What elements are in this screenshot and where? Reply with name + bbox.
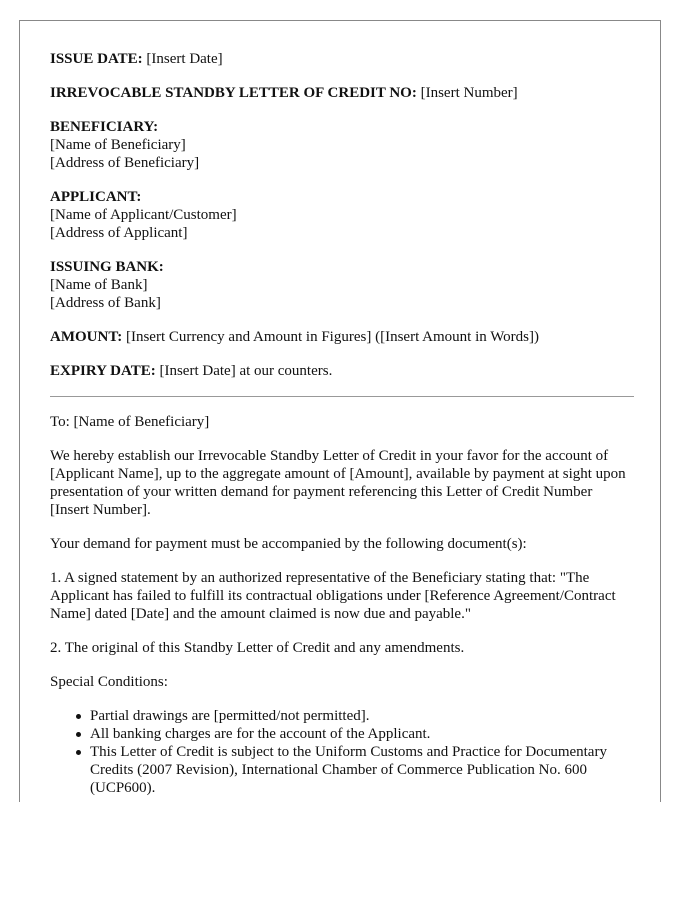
document-requirement-1: 1. A signed statement by an authorized representative of the Beneficiary stating that: "The Applicant has failed to fulfill its contractual obligations under [Reference Agreement/Contract Name] dated [Date] and the amount claimed is now due and payable." xyxy=(50,570,616,622)
applicant-name: [Name of Applicant/Customer] xyxy=(50,207,237,223)
amount-value: [Insert Currency and Amount in Figures] ([Insert Amount in Words]) xyxy=(125,329,539,345)
beneficiary-block xyxy=(50,118,634,172)
applicant-label: APPLICANT: xyxy=(50,189,142,205)
list-item xyxy=(90,725,634,743)
issuing-bank-block xyxy=(50,258,634,312)
special-conditions-list xyxy=(50,707,634,797)
document-requirement-2: 2. The original of this Standby Letter of Credit and any amendments. xyxy=(50,640,465,656)
letter-page xyxy=(19,20,661,802)
expiry-date-label: EXPIRY DATE: xyxy=(50,363,156,379)
special-conditions-heading: Special Conditions: xyxy=(50,674,168,690)
issuing-bank-name: [Name of Bank] xyxy=(50,277,148,293)
section-divider xyxy=(50,396,634,397)
to-line: To: [Name of Beneficiary] xyxy=(50,414,210,430)
lc-number-label: IRREVOCABLE STANDBY LETTER OF CREDIT NO: xyxy=(50,85,417,101)
list-item xyxy=(90,743,634,797)
beneficiary-label: BENEFICIARY: xyxy=(50,119,159,135)
issuing-bank-address: [Address of Bank] xyxy=(50,295,161,311)
lc-number-value: [Insert Number] xyxy=(420,85,518,101)
condition-text: Partial drawings are [permitted/not permitted]. xyxy=(90,708,370,724)
bullet-icon xyxy=(76,714,81,719)
demand-intro: Your demand for payment must be accompanied by the following document(s): xyxy=(50,536,527,552)
lc-number-field xyxy=(50,84,634,102)
amount-label: AMOUNT: xyxy=(50,329,123,345)
expiry-date-value: [Insert Date] at our counters. xyxy=(159,363,333,379)
bullet-icon xyxy=(76,732,81,737)
applicant-block xyxy=(50,188,634,242)
beneficiary-name: [Name of Beneficiary] xyxy=(50,137,186,153)
issue-date-field xyxy=(50,50,634,68)
amount-field xyxy=(50,328,634,346)
issue-date-label: ISSUE DATE: xyxy=(50,51,143,67)
establish-paragraph: We hereby establish our Irrevocable Standby Letter of Credit in your favor for the account of [Applicant Name], up to the aggregate amount of [Amount], available by payment at sight upon presentation of your written demand for payment referencing this Letter of Credit Number [Insert Number]. xyxy=(50,448,626,518)
issue-date-value: [Insert Date] xyxy=(146,51,223,67)
issuing-bank-label: ISSUING BANK: xyxy=(50,259,164,275)
condition-text: All banking charges are for the account of the Applicant. xyxy=(90,726,431,742)
beneficiary-address: [Address of Beneficiary] xyxy=(50,155,200,171)
bullet-icon xyxy=(76,750,81,755)
applicant-address: [Address of Applicant] xyxy=(50,225,188,241)
letter-content xyxy=(50,50,634,797)
expiry-date-field xyxy=(50,362,634,380)
list-item xyxy=(90,707,634,725)
condition-text: This Letter of Credit is subject to the Uniform Customs and Practice for Documentary Credits (2007 Revision), International Chamber of Commerce Publication No. 600 (UCP600). xyxy=(90,744,607,796)
